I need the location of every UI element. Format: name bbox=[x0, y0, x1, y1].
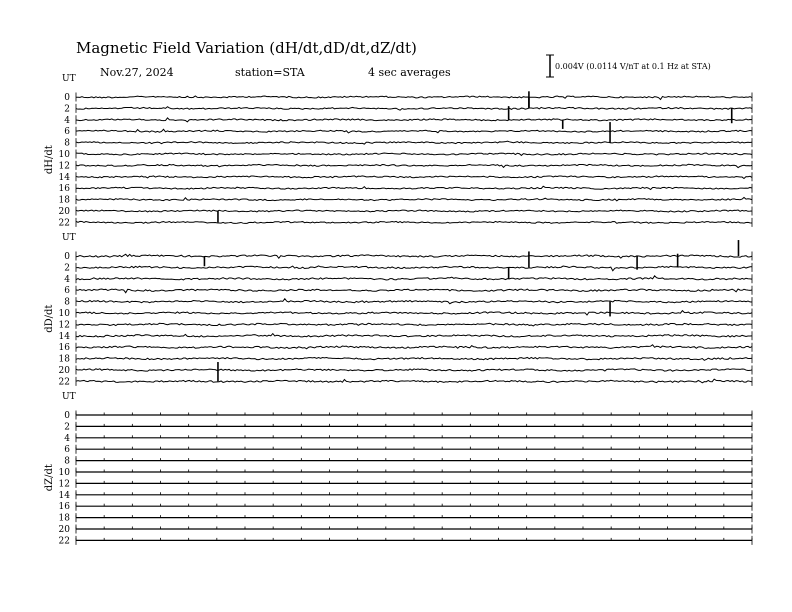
trace-line bbox=[76, 153, 752, 155]
hour-tick-label: 10 bbox=[58, 150, 70, 160]
hour-tick-label: 6 bbox=[64, 445, 70, 456]
trace-row bbox=[76, 490, 752, 499]
trace-row bbox=[76, 297, 752, 306]
trace-line bbox=[76, 118, 752, 122]
panel-label: dD/dt bbox=[44, 304, 55, 333]
scale-label: 0.004V (0.0114 V/nT at 0.1 Hz at STA) bbox=[555, 62, 711, 71]
trace-row bbox=[76, 150, 752, 159]
hour-tick-label: 14 bbox=[58, 490, 70, 501]
hour-tick-label: 0 bbox=[64, 252, 70, 262]
hour-tick-label: 4 bbox=[64, 274, 70, 285]
ut-label: UT bbox=[62, 74, 76, 84]
trace-row bbox=[76, 138, 752, 147]
panel-label: dH/dt bbox=[44, 145, 55, 175]
trace-row bbox=[76, 513, 752, 522]
trace-line bbox=[76, 96, 752, 100]
panel-dH-dt bbox=[44, 74, 752, 228]
trace-row bbox=[76, 525, 752, 534]
trace-row bbox=[76, 366, 752, 375]
trace-row bbox=[76, 218, 752, 227]
hour-tick-label: 2 bbox=[64, 104, 70, 115]
hour-tick-label: 0 bbox=[64, 93, 70, 103]
trace-row bbox=[76, 252, 752, 261]
trace-line bbox=[76, 186, 752, 189]
trace-line bbox=[76, 197, 752, 200]
trace-row bbox=[76, 343, 752, 352]
trace-row bbox=[76, 286, 752, 295]
hour-tick-label: 12 bbox=[58, 320, 70, 331]
trace-line bbox=[76, 164, 752, 167]
trace-line bbox=[76, 311, 752, 315]
trace-row bbox=[76, 115, 752, 124]
trace-row bbox=[76, 274, 752, 283]
trace-row bbox=[76, 161, 752, 170]
hour-tick-label: 8 bbox=[64, 297, 70, 308]
hour-tick-label: 22 bbox=[58, 218, 70, 229]
trace-line bbox=[76, 379, 752, 383]
trace-line bbox=[76, 254, 752, 258]
scale-bar bbox=[546, 55, 711, 77]
panels-group bbox=[44, 74, 752, 546]
hour-tick-label: 18 bbox=[58, 354, 70, 365]
station-label: station=STA bbox=[235, 66, 305, 79]
hour-tick-label: 2 bbox=[64, 263, 70, 274]
hour-tick-label: 2 bbox=[64, 422, 70, 433]
hour-tick-label: 4 bbox=[64, 115, 70, 126]
trace-line bbox=[76, 141, 752, 144]
trace-line bbox=[76, 334, 752, 337]
hour-tick-label: 10 bbox=[58, 309, 70, 319]
trace-row bbox=[76, 377, 752, 386]
trace-row bbox=[76, 331, 752, 340]
trace-line bbox=[76, 299, 752, 304]
trace-line bbox=[76, 289, 752, 293]
hour-tick-label: 16 bbox=[58, 184, 70, 195]
panel-dD-dt bbox=[44, 233, 752, 387]
hour-tick-label: 4 bbox=[64, 433, 70, 444]
trace-row bbox=[76, 445, 752, 454]
hour-tick-label: 12 bbox=[58, 161, 70, 172]
trace-row bbox=[76, 309, 752, 318]
trace-line bbox=[76, 345, 752, 349]
trace-line bbox=[76, 369, 752, 371]
hour-tick-label: 12 bbox=[58, 479, 70, 490]
hour-tick-label: 14 bbox=[58, 172, 70, 183]
hour-tick-label: 16 bbox=[58, 343, 70, 354]
hour-tick-label: 8 bbox=[64, 456, 70, 467]
hour-tick-label: 18 bbox=[58, 513, 70, 524]
trace-row bbox=[76, 127, 752, 136]
hour-tick-label: 16 bbox=[58, 502, 70, 513]
trace-line bbox=[76, 107, 752, 111]
hour-tick-label: 6 bbox=[64, 127, 70, 138]
trace-line bbox=[76, 266, 752, 271]
averaging-label: 4 sec averages bbox=[368, 66, 451, 79]
hour-tick-label: 8 bbox=[64, 138, 70, 149]
trace-row bbox=[76, 411, 752, 420]
hour-tick-label: 20 bbox=[58, 366, 70, 376]
trace-row bbox=[76, 422, 752, 431]
chart-title: Magnetic Field Variation (dH/dt,dD/dt,dZ/dt) bbox=[76, 39, 417, 57]
trace-line bbox=[76, 129, 752, 133]
hour-tick-label: 18 bbox=[58, 195, 70, 206]
hour-tick-label: 22 bbox=[58, 377, 70, 388]
hour-tick-label: 0 bbox=[64, 411, 70, 421]
panel-dZ-dt bbox=[44, 392, 752, 546]
ut-label: UT bbox=[62, 233, 76, 243]
date-label: Nov.27, 2024 bbox=[100, 66, 174, 79]
trace-row bbox=[76, 263, 752, 272]
panel-label: dZ/dt bbox=[44, 464, 55, 492]
hour-tick-label: 14 bbox=[58, 331, 70, 342]
trace-row bbox=[76, 195, 752, 204]
trace-row bbox=[76, 207, 752, 216]
trace-line bbox=[76, 176, 752, 179]
trace-row bbox=[76, 502, 752, 511]
trace-row bbox=[76, 456, 752, 465]
trace-line bbox=[76, 276, 752, 280]
trace-row bbox=[76, 320, 752, 329]
trace-row bbox=[76, 354, 752, 363]
ut-label: UT bbox=[62, 392, 76, 402]
trace-row bbox=[76, 536, 752, 545]
trace-line bbox=[76, 323, 752, 326]
trace-row bbox=[76, 93, 752, 102]
trace-line bbox=[76, 210, 752, 212]
hour-tick-label: 22 bbox=[58, 536, 70, 547]
trace-row bbox=[76, 172, 752, 181]
hour-tick-label: 10 bbox=[58, 468, 70, 478]
trace-row bbox=[76, 184, 752, 193]
trace-row bbox=[76, 468, 752, 477]
hour-tick-label: 20 bbox=[58, 207, 70, 217]
trace-row bbox=[76, 104, 752, 113]
trace-row bbox=[76, 479, 752, 488]
trace-line bbox=[76, 221, 752, 223]
trace-row bbox=[76, 433, 752, 442]
trace-line bbox=[76, 357, 752, 360]
hour-tick-label: 20 bbox=[58, 525, 70, 535]
hour-tick-label: 6 bbox=[64, 286, 70, 297]
